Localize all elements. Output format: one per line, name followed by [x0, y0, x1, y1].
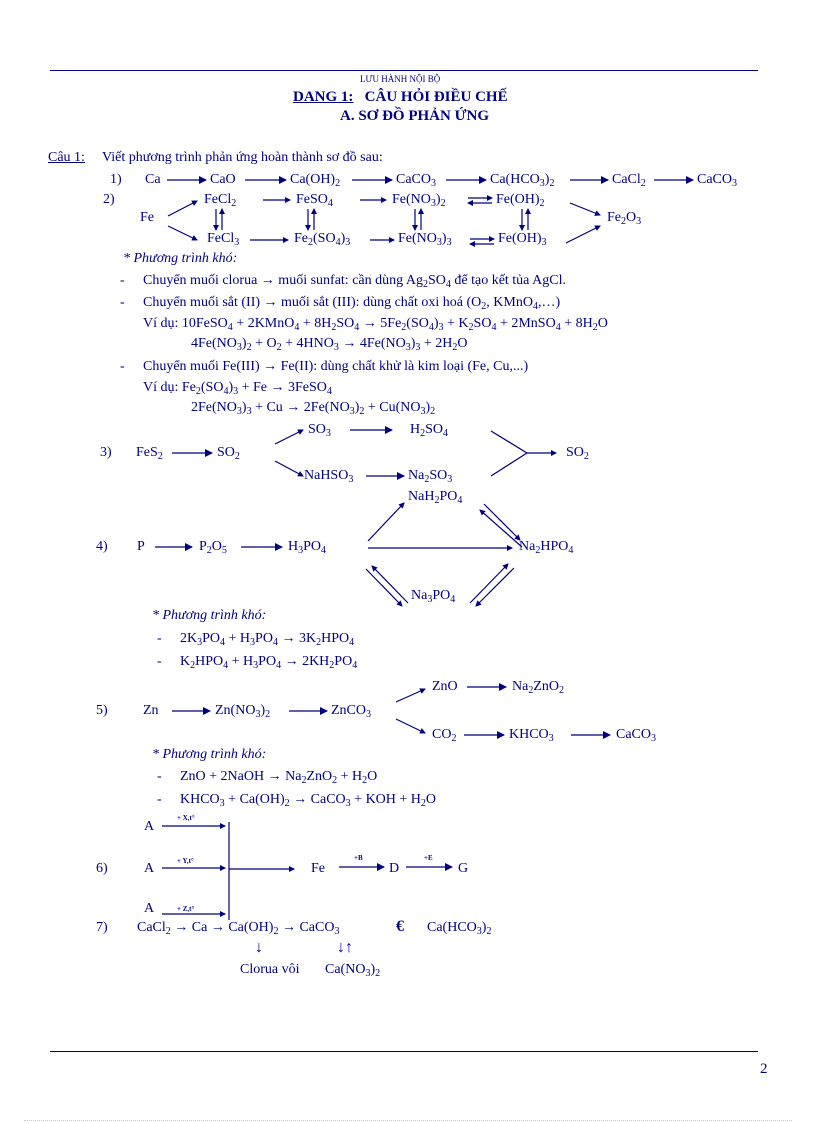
s7-cahco3: $Ca(HCO_3)_2$	[427, 920, 492, 937]
s5-na2zno2: $Na_2ZnO_2$	[512, 679, 564, 696]
s5-eq-2: $KHCO_3 + Ca(OH)_2$ → CaCO$_3$ + KOH + $H_2O$	[180, 792, 437, 809]
s4-arrow-h3po4-na3po4-a	[366, 569, 402, 606]
s2-feoh2: $Fe(OH)_2$	[496, 192, 545, 209]
s4-eq-1: $2K_3PO_4 + H_3PO_4 \to 3K_2HPO_4$	[180, 631, 355, 648]
s1-cacl2: CaCl$_2$	[612, 172, 646, 189]
s7-clorua-voi: Clorua vôi	[240, 962, 300, 977]
s6-g: G	[458, 861, 469, 876]
s2-feno33: $Fe(NO_3)_3$	[398, 231, 452, 248]
s6-a-top: A	[144, 819, 155, 834]
s5-arrow-up	[396, 689, 425, 702]
s1-cahco3: $Ca(HCO_3)_2$	[490, 172, 555, 189]
s6-label-b: +B	[354, 854, 363, 862]
s6-fe: Fe	[311, 861, 325, 876]
s4-p2o5: $P_2O_5$	[199, 539, 227, 556]
s5-caco3: CaCO$_3$	[616, 727, 656, 744]
s5-zn: Zn	[143, 703, 159, 718]
s4-na2hpo4: $Na_2HPO_4$	[519, 539, 574, 556]
s2-fecl3: FeCl$_3$	[207, 231, 240, 248]
s3-h2so4: $H_2SO_4$	[410, 422, 449, 439]
s2-dash-3: -	[120, 359, 125, 374]
s2-fe2so43: $Fe_2(SO_4)_3$	[294, 231, 351, 248]
s5-co2: $CO_2$	[432, 727, 457, 744]
scheme-7-number: 7)	[96, 920, 108, 935]
s2-fecl2: FeCl$_2$	[204, 192, 237, 209]
s2-dash-1: -	[120, 273, 125, 288]
s4-eq-2: $K_2HPO_4 + H_3PO_4 \to 2KH_2PO_4$	[180, 654, 358, 671]
s3-arrow-down	[275, 461, 303, 476]
s2-fe2o3: $Fe_2O_3$	[607, 210, 642, 227]
s7-down-1: ↓	[255, 939, 263, 956]
s2-note-2: Chuyển muối sắt (II) → muối sắt (III): dùng chất oxi hoá ($O_2$, KMnO$_4$,…)	[143, 295, 561, 312]
s3-join-top	[491, 431, 527, 453]
s4-na3po4: $Na_3PO_4$	[411, 588, 456, 605]
s3-so3: $SO_3$	[308, 422, 331, 439]
s2-note-7: $2Fe(NO_3)_3 + Cu \to 2Fe(NO_3)_2 + Cu(NO_3)_2$	[191, 400, 436, 417]
s5-dash-2: -	[157, 792, 162, 807]
s1-caco3-end: CaCO$_3$	[697, 172, 737, 189]
question-text: Viết phương trình phản ứng hoàn thành sơ đồ sau:	[102, 150, 383, 165]
s4-arrow-h3po4-na3po4-b	[372, 566, 408, 603]
page-number: 2	[760, 1061, 768, 1077]
s7-down-2: ↓↑	[337, 939, 353, 956]
s6-label-x: + X,t°	[177, 814, 195, 822]
s3-so2: $SO_2$	[217, 445, 240, 462]
section-title-text: CÂU HỎI ĐIỀU CHẾ	[364, 89, 508, 105]
s3-na2so3: $Na_2SO_3$	[408, 468, 453, 485]
s6-label-z: + Z,t°	[177, 905, 195, 913]
s4-arrow-na3po4-na2hpo4-b	[476, 568, 514, 606]
s5-zn-no3: $Zn(NO_3)_2$	[215, 703, 271, 720]
s2-note-5: Chuyển muối Fe(III) → Fe(II): dùng chất khử là kim loại (Fe, Cu,...)	[143, 359, 529, 374]
s5-arrow-down	[396, 719, 425, 733]
s3-so2-end: $SO_2$	[566, 445, 589, 462]
s2-note-1: Chuyển muối clorua → muối sunfat: cần dùng $Ag_2SO_4$ để tạo kết tủa AgCl.	[143, 273, 566, 290]
scheme-5-number: 5)	[96, 703, 108, 718]
s5-znco3: ZnCO$_3$	[331, 703, 371, 720]
s6-a-mid: A	[144, 861, 155, 876]
s2-arrow-fe-fecl2	[168, 201, 197, 216]
s4-arrow-nah2po4-na2hpo4-b	[480, 510, 522, 547]
s5-dash-1: -	[157, 769, 162, 784]
s2-note-6: Ví dụ: $Fe_2(SO_4)_3 + Fe$ → 3FeSO$_4$	[143, 380, 332, 397]
scheme-2-number: 2)	[103, 192, 115, 207]
scheme-4-number: 4)	[96, 539, 108, 554]
s1-cao: CaO	[210, 172, 236, 187]
s3-join-bottom	[491, 453, 527, 476]
s3-nahso3: NaHSO$_3$	[304, 468, 354, 485]
section-subtitle: A. SƠ ĐỒ PHẢN ỨNG	[340, 108, 490, 124]
s6-d: D	[389, 861, 400, 876]
s4-p: P	[137, 539, 145, 554]
s3-fes2: FeS$_2$	[136, 445, 163, 462]
s6-a-bottom: A	[144, 901, 155, 916]
s4-nah2po4: $NaH_2PO_4$	[408, 489, 463, 506]
s4-arrow-h3po4-nah2po4	[368, 503, 404, 541]
s2-feoh3: $Fe(OH)_3$	[498, 231, 547, 248]
s2-feno32: $Fe(NO_3)_2$	[392, 192, 446, 209]
scheme-3-number: 3)	[100, 445, 112, 460]
s7-eq-sym: €	[396, 918, 404, 935]
s1-caco3: CaCO$_3$	[396, 172, 436, 189]
s2-note-3: Ví dụ: 10FeSO$_4$ + 2KMnO$_4$ + $8H_2SO_4 \to 5Fe_2(SO_4)_3 + K_2SO_4$ + 2MnSO$_4$ + $8H_2O$	[143, 316, 608, 333]
s2-arrow-oh3-fe2o3	[566, 226, 600, 243]
section-title-prefix: DANG 1:	[293, 89, 354, 105]
s7-cano3: $Ca(NO_3)_2$	[325, 962, 381, 979]
s1-ca: Ca	[145, 172, 161, 187]
s4-hard-title: * Phương trình khó:	[152, 608, 267, 623]
s4-arrow-nah2po4-na2hpo4-a	[484, 504, 520, 540]
s2-fe: Fe	[140, 210, 154, 225]
scheme-6-number: 6)	[96, 861, 108, 876]
scheme-1-number: 1)	[110, 172, 122, 187]
s2-dash-2: -	[120, 295, 125, 310]
s5-zno: ZnO	[432, 679, 458, 694]
s2-hard-title: * Phương trình khó:	[123, 251, 238, 266]
s4-dash-1: -	[157, 631, 162, 646]
s5-khco3: $KHCO_3$	[509, 727, 554, 744]
s2-feso4: FeSO$_4$	[296, 192, 333, 209]
s5-eq-1: ZnO + 2NaOH → $Na_2ZnO_2 + H_2O$	[180, 769, 378, 786]
s3-arrow-up	[275, 430, 303, 444]
s2-note-4: $4Fe(NO_3)_2 + O_2 + 4HNO_3 \to 4Fe(NO_3)_3 + 2H_2O$	[191, 336, 468, 353]
s4-dash-2: -	[157, 654, 162, 669]
top-note: LƯU HÀNH NỘI BỘ	[360, 74, 441, 84]
s2-arrow-fe-fecl3	[168, 226, 197, 240]
s7-chain: CaCl$_2$ → $Ca \to Ca(OH)_2$ → CaCO$_3$	[137, 920, 340, 937]
s6-label-y: + Y,t°	[177, 857, 194, 865]
s5-hard-title: * Phương trình khó:	[152, 747, 267, 762]
s4-h3po4: $H_3PO_4$	[288, 539, 327, 556]
s1-caoh2: $Ca(OH)_2$	[290, 172, 341, 189]
s6-label-e: +E	[424, 854, 433, 862]
s2-arrow-oh2-fe2o3	[570, 203, 600, 215]
s4-arrow-na3po4-na2hpo4-a	[470, 564, 508, 603]
question-number: Câu 1:	[48, 150, 85, 165]
